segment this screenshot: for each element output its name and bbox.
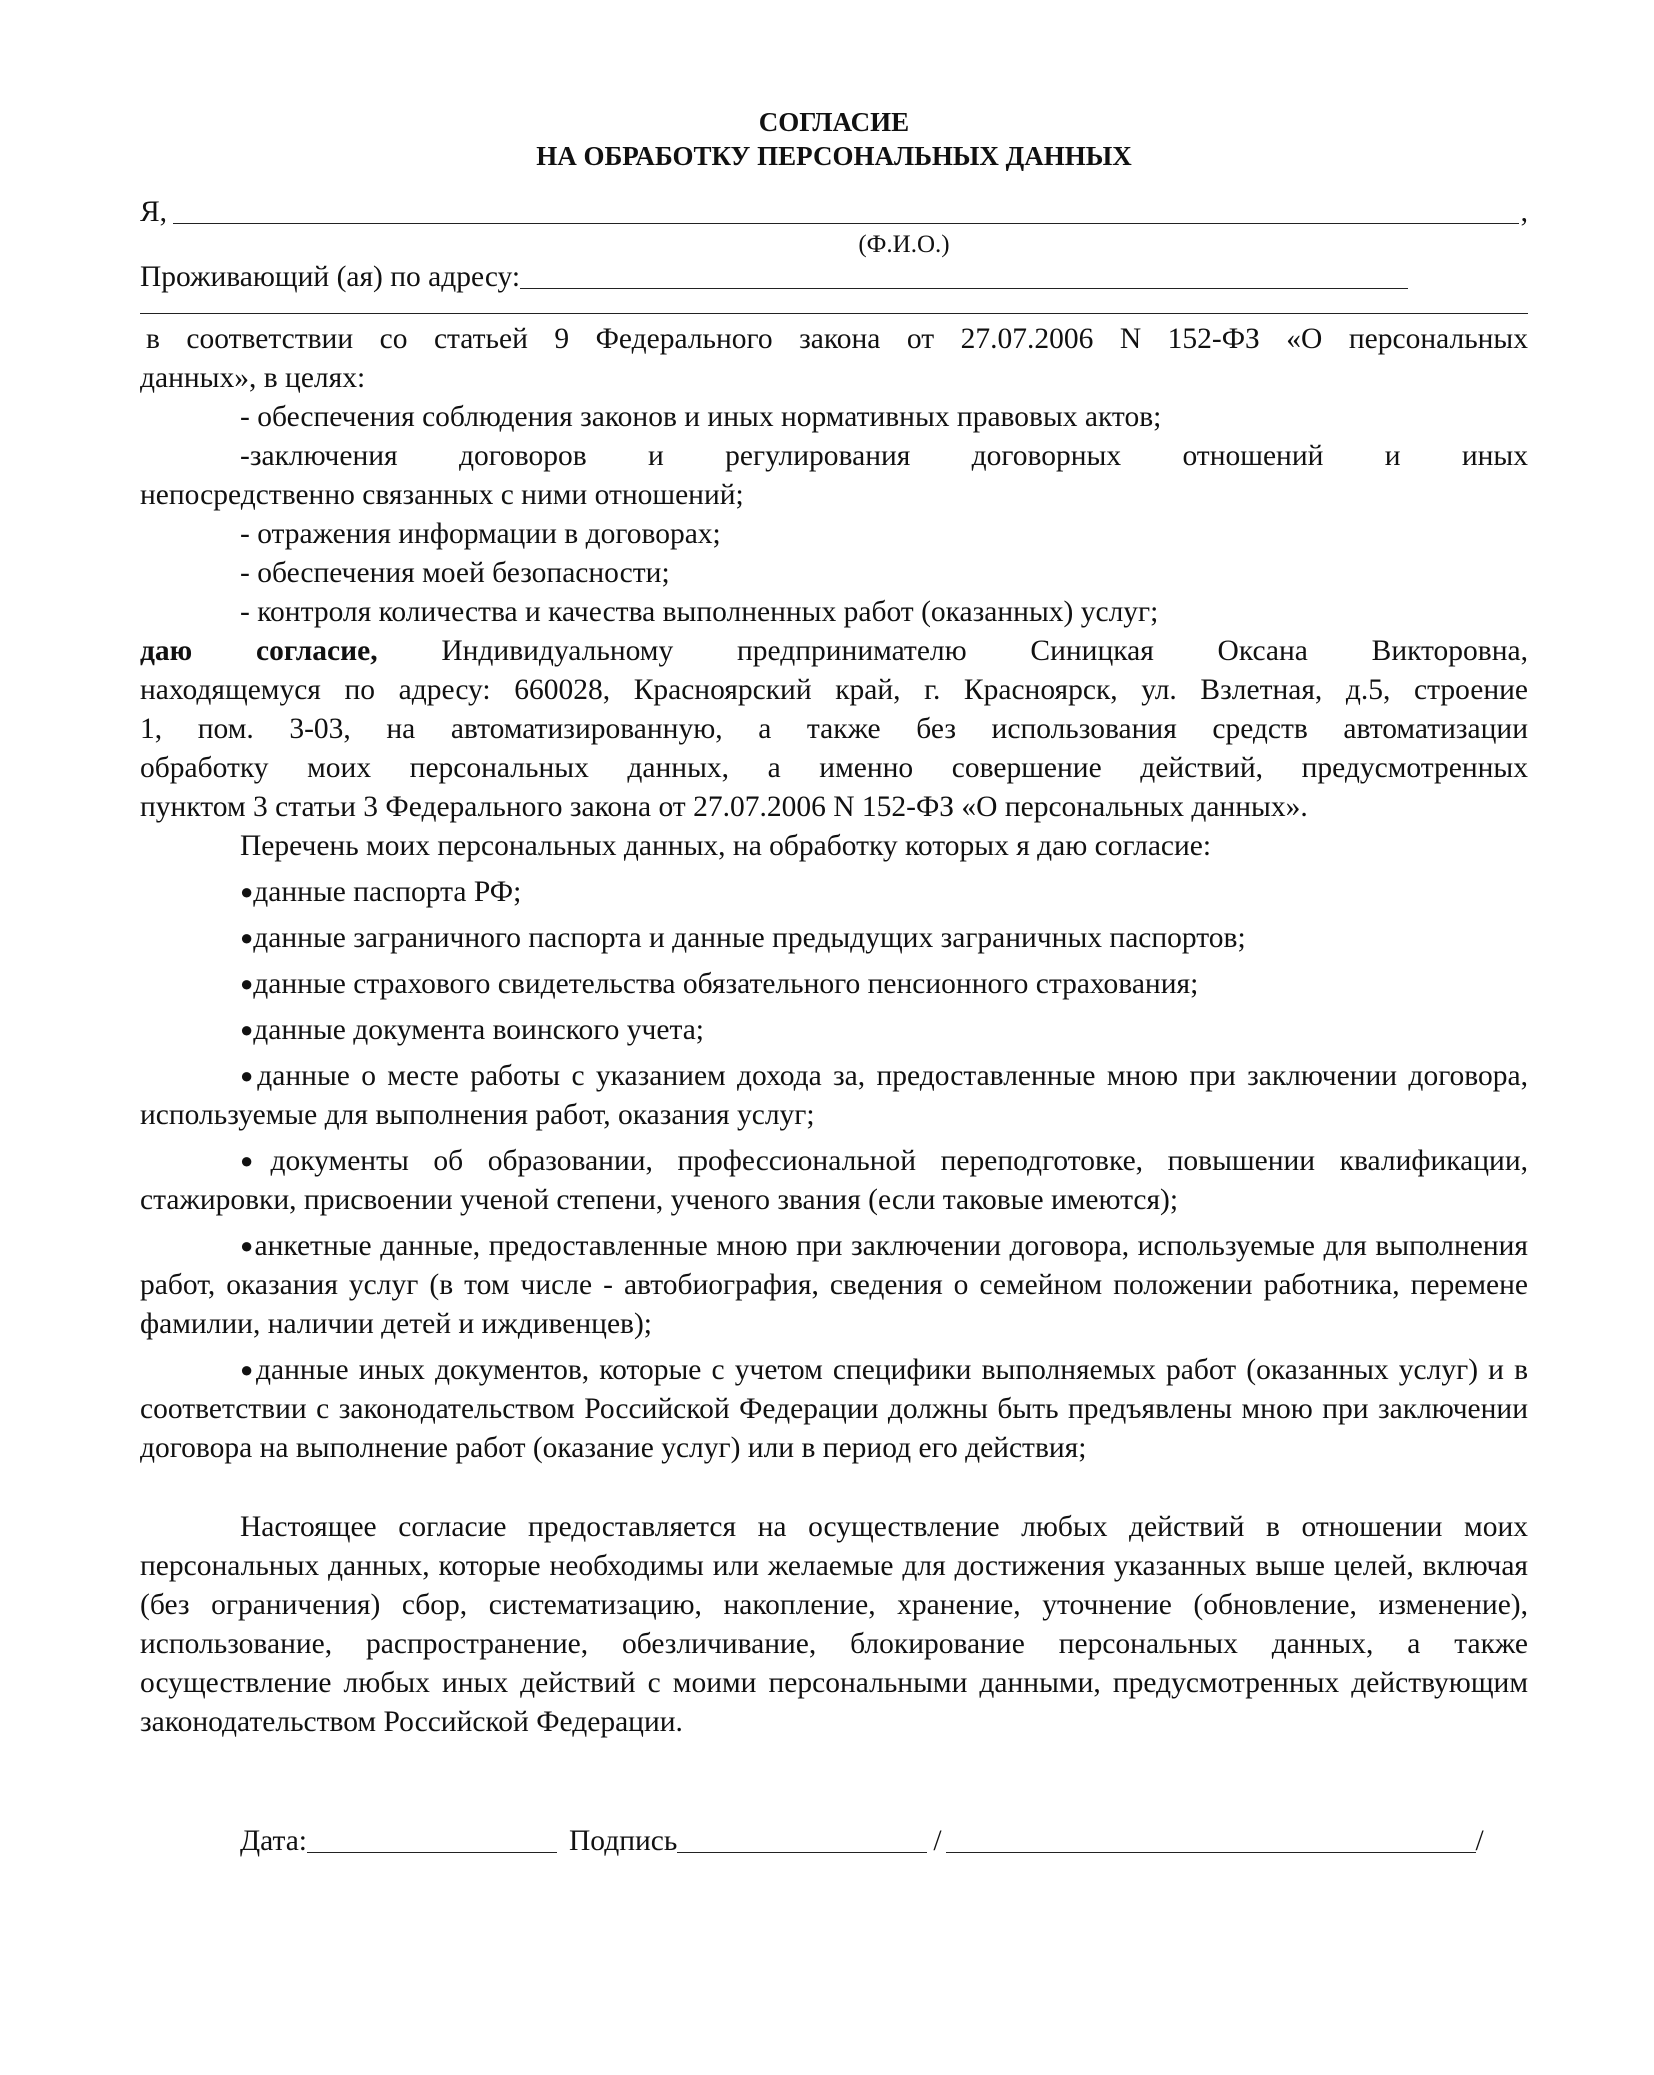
consent-line-1-rest: Индивидуальному предпринимателю Синицкая Оксана Викторовна, bbox=[377, 635, 1528, 667]
purpose-item: -заключения договоров и регулирования договорных отношений и иных bbox=[240, 440, 1528, 472]
fio-caption: (Ф.И.О.) bbox=[858, 231, 950, 258]
data-list-item bbox=[140, 1010, 1528, 1050]
purpose-item: - обеспечения соблюдения законов и иных нормативных правовых актов; bbox=[240, 401, 1162, 433]
bullet-icon: ● bbox=[240, 879, 254, 904]
consent-line-5: пунктом 3 статьи 3 Федерального закона от 27.07.2006 N 152-ФЗ «О персональных данных». bbox=[140, 791, 1308, 823]
slash-open: / bbox=[933, 1825, 942, 1857]
full-name-field[interactable] bbox=[173, 197, 1519, 224]
slash-close: / bbox=[1475, 1825, 1484, 1857]
data-list-item bbox=[140, 1141, 1528, 1220]
i-comma: , bbox=[1520, 196, 1528, 228]
data-list-item-text: документы об образовании, профессиональной переподготовке, повышении квалификации, стажировки, присвоении ученой степени, ученого звания (если таковые имеются); bbox=[140, 1145, 1528, 1216]
full-name-row bbox=[140, 193, 1528, 232]
data-list-item-text: данные паспорта РФ; bbox=[253, 876, 522, 908]
purpose-item: - контроля количества и качества выполненных работ (оказанных) услуг; bbox=[240, 596, 1159, 628]
data-list-item bbox=[140, 1056, 1528, 1135]
address-field-continuation[interactable] bbox=[140, 297, 1528, 314]
data-list-item bbox=[140, 1226, 1528, 1344]
data-list-item-text: данные страхового свидетельства обязательного пенсионного страхования; bbox=[253, 968, 1199, 1000]
data-list-item-text: данные заграничного паспорта и данные предыдущих заграничных паспортов; bbox=[253, 922, 1246, 954]
signature-row bbox=[140, 1822, 1528, 1861]
purpose-item: - обеспечения моей безопасности; bbox=[240, 557, 670, 589]
signature-label: Подпись bbox=[569, 1825, 678, 1857]
bullet-icon: ● bbox=[240, 1148, 271, 1173]
consent-line-4: обработку моих персональных данных, а именно совершение действий, предусмотренных bbox=[140, 752, 1528, 784]
date-field[interactable] bbox=[307, 1826, 557, 1853]
i-label: Я, bbox=[140, 196, 168, 228]
bullet-icon: ● bbox=[240, 925, 254, 950]
data-list-item-text: анкетные данные, предоставленные мною при заключении договора, используемые для выполнения работ, оказания услуг (в том числе - автобиография, сведения о семейном положении работника, перемене фамилии, наличии детей и иждивенцев); bbox=[140, 1230, 1528, 1340]
address-label: Проживающий (ая) по адресу: bbox=[140, 261, 521, 293]
date-label: Дата: bbox=[240, 1825, 307, 1857]
bullet-icon: ● bbox=[240, 1017, 254, 1042]
bullet-icon: ● bbox=[240, 1233, 255, 1258]
intro-line-1: в соответствии со статьей 9 Федерального закона от 27.07.2006 N 152-ФЗ «О персональных bbox=[146, 323, 1528, 355]
address-field[interactable] bbox=[520, 262, 1408, 289]
address-row bbox=[140, 258, 1410, 297]
data-list-item bbox=[140, 918, 1528, 958]
data-list-item-text: данные о месте работы с указанием дохода за, предоставленные мною при заключении договора, используемые для выполнения работ, оказания услуг; bbox=[140, 1060, 1529, 1131]
data-list-item bbox=[140, 872, 1528, 912]
final-paragraph: Настоящее согласие предоставляется на осуществление любых действий в отношении моих персональных данных, которые необходимы или желаемые для достижения указанных выше целей, включая (без ограничения) сбор, систематизацию, накопление, хранение, уточнение (обновление, изменение), использование, распространение, обезличивание, блокирование персональных данных, а также осуществление любых иных действий с моими персональными данными, предусмотренных действующим законодательством Российской Федерации. bbox=[140, 1511, 1528, 1738]
data-list-item bbox=[140, 964, 1528, 1004]
title-line-2: НА ОБРАБОТКУ ПЕРСОНАЛЬНЫХ ДАННЫХ bbox=[536, 141, 1132, 171]
bullet-icon: ● bbox=[240, 1063, 258, 1088]
data-list-item bbox=[140, 1350, 1528, 1468]
purpose-item: - отражения информации в договорах; bbox=[240, 518, 721, 550]
consent-bold: даю согласие, bbox=[140, 635, 378, 667]
signature-field[interactable] bbox=[677, 1826, 927, 1853]
intro-line-2: данных», в целях: bbox=[140, 362, 366, 394]
bullet-icon: ● bbox=[240, 971, 254, 996]
consent-document bbox=[140, 105, 1528, 1861]
data-list-item-text: данные иных документов, которые с учетом специфики выполняемых работ (оказанных услуг) и в соответствии с законодательством Российской Федерации должны быть предъявлены мною при заключении договора на выполнение работ (оказание услуг) или в период его действия; bbox=[140, 1354, 1529, 1464]
bullet-icon: ● bbox=[240, 1357, 257, 1382]
title-line-1: СОГЛАСИЕ bbox=[758, 107, 910, 137]
data-list-item-text: данные документа воинского учета; bbox=[253, 1014, 705, 1046]
signature-decryption-field[interactable] bbox=[946, 1826, 1476, 1853]
consent-line-2: находящемуся по адресу: 660028, Красноярский край, г. Красноярск, ул. Взлетная, д.5, строение bbox=[140, 674, 1528, 706]
consent-line-1 bbox=[140, 632, 1528, 671]
list-intro: Перечень моих персональных данных, на обработку которых я даю согласие: bbox=[240, 830, 1212, 862]
purpose-item-continuation: непосредственно связанных с ними отношений; bbox=[140, 479, 744, 511]
consent-line-3: 1, пом. 3-03, на автоматизированную, а также без использования средств автоматизации bbox=[140, 713, 1528, 745]
